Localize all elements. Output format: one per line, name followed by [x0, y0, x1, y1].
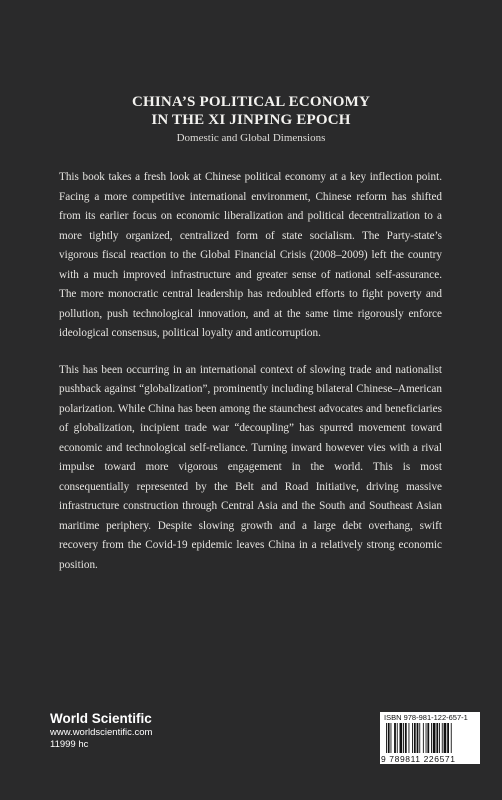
publisher-block	[50, 711, 152, 751]
blurb-paragraph-1: This book takes a fresh look at Chinese political economy at a key inflection point. Facing a more competitive international environment, Chinese reform has shifted from its earlier focus on economic liberalization and political decentralization to a more tightly organized, centralized form of state socialism. The Party-state’s vigorous fiscal reaction to the Global Financial Crisis (2008–2009) left the country with a much improved infrastructure and greater sense of national self-assurance. The more monocratic central leadership has redoubled efforts to fight poverty and pollution, push technological innovation, and at the same time rigorously enforce ideological consensus, political loyalty and anticorruption.	[59, 171, 442, 339]
isbn-text: ISBN 978-981-122-657-1	[384, 713, 468, 722]
barcode-icon	[386, 723, 474, 753]
publisher-name: World Scientific	[50, 711, 152, 726]
publisher-url: www.worldscientific.com	[50, 727, 153, 738]
title-block	[0, 93, 502, 146]
blurb-paragraph-2: This has been occurring in an international context of slowing trade and nationalist pushback against “globalization”, prominently including bilateral Chinese–American polarization. While China has been among the staunchest advocates and beneficiaries of globalization, incipient trade war “decoupling” has spurred movement toward economic and technological self-reliance. Turning inward however vies with a rival impulse toward more vigorous engagement in the world. This is most consequentially represented by the Belt and Road Initiative, driving massive infrastructure construction through Central Asia and the South and Southeast Asian maritime periphery. Despite slowing growth and a large debt overhang, swift recovery from the Covid-19 epidemic leaves China in a relatively strong economic position.	[59, 363, 442, 571]
book-title-line-1: CHINA’S POLITICAL ECONOMY	[131, 94, 371, 110]
publisher-code: 11999 hc	[50, 739, 89, 750]
book-subtitle: Domestic and Global Dimensions	[176, 132, 326, 144]
book-title-line-2: IN THE XI JINPING EPOCH	[151, 112, 351, 128]
barcode-digits: 9 789811 226571	[381, 754, 456, 764]
blurb	[59, 168, 442, 592]
barcode-label	[380, 712, 480, 764]
